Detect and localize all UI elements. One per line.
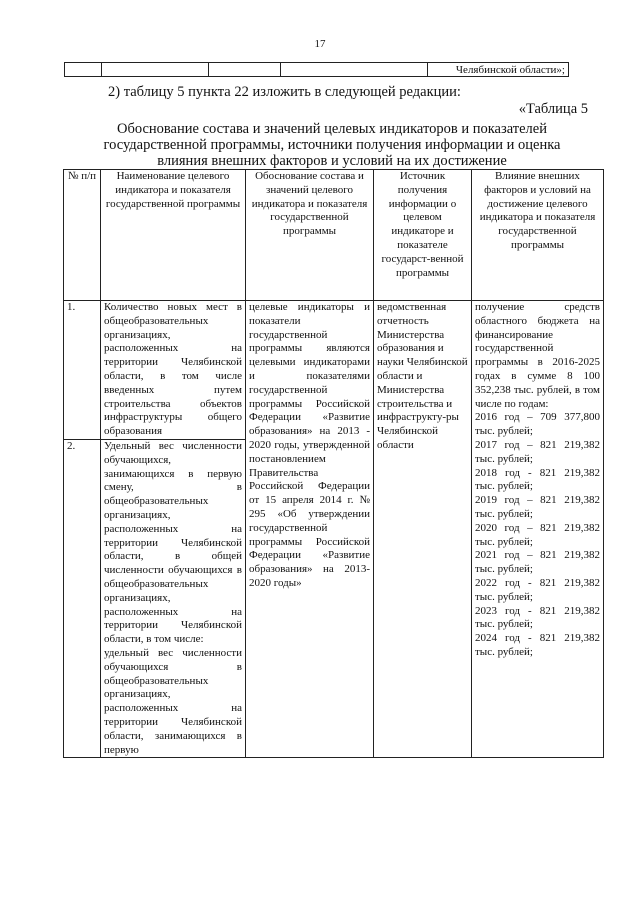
source-cell: ведомственная отчетность Министерства образования и науки Челябинской области и Министерства строительства и инфраструкту-ры Челябинской области xyxy=(374,301,472,758)
row-indicator-name: Удельный вес численности обучающихся, занимающихся в первую смену, в общеобразовательных организациях, расположенных на территории Челябинской области, в общей численности обучающихся в общеобразовательных организациях, расположенных на территории Челябинской области, в том числе: удельный вес численности обучающихся в общеобразовательных организациях, расположенных на территории Челябинской области, занимающихся в первую xyxy=(101,439,246,757)
table-caption: «Таблица 5 xyxy=(518,101,588,117)
header-source: Источник получения информации о целевом индикаторе и показателе государст-венной программы xyxy=(374,170,472,301)
page-number: 17 xyxy=(314,38,326,50)
prev-cell xyxy=(65,63,102,77)
table-title: Обоснование состава и значений целевых индикаторов и показателей государственной программы, источники получения информации и оценка влияния внешних факторов и условий на их достижение xyxy=(103,121,561,169)
prev-cell xyxy=(209,63,281,77)
table-row xyxy=(64,301,604,440)
header-justification: Обоснование состава и значений целевого индикатора и показателя государственной программы xyxy=(246,170,374,301)
prev-cell-text: Челябинской области»; xyxy=(428,63,569,77)
row-indicator-name: Количество новых мест в общеобразовательных организациях, расположенных на территории Челябинской области, в том числе введенных путем строительства объектов инфраструктуры общего образования xyxy=(101,301,246,440)
justification-cell: целевые индикаторы и показатели государственной программы являются целевыми индикаторами и показателями государственной программы Российской Федерации «Развитие образования» на 2013 - 2020 годы, утвержденной постановлением Правительства Российской Федерации от 15 апреля 2014 г. № 295 «Об утверждении государственной программы Российской Федерации «Развитие образования» на 2013-2020 годы» xyxy=(246,301,374,758)
header-name: Наименование целевого индикатора и показателя государственной программы xyxy=(101,170,246,301)
table-header-row xyxy=(64,170,604,301)
header-num: № п/п xyxy=(64,170,101,301)
influence-cell: получение средств областного бюджета на финансирование государственной программы в 2016-2025 годах в сумме 8 100 352,238 тыс. рублей, в том числе по годам: 2016 год – 709 377,800 тыс. рублей; 2017 год – 821 219,382 тыс. рублей; 2018 год - 821 219,382 тыс. рублей; 2019 год – 821 219,382 тыс. рублей; 2020 год – 821 219,382 тыс. рублей; 2021 год – 821 219,382 тыс. рублей; 2022 год - 821 219,382 тыс. рублей; 2023 год - 821 219,382 тыс. рублей; 2024 год - 821 219,382 тыс. рублей; xyxy=(472,301,604,758)
header-influence: Влияние внешних факторов и условий на достижение целевого индикатора и показателя государственной программы xyxy=(472,170,604,301)
prev-cell xyxy=(102,63,209,77)
row-number: 2. xyxy=(64,439,101,757)
indicators-table xyxy=(63,169,604,758)
row-number: 1. xyxy=(64,301,101,440)
previous-table-tail xyxy=(64,62,569,77)
intro-paragraph: 2) таблицу 5 пункта 22 изложить в следующей редакции: xyxy=(108,84,461,100)
prev-cell xyxy=(281,63,428,77)
